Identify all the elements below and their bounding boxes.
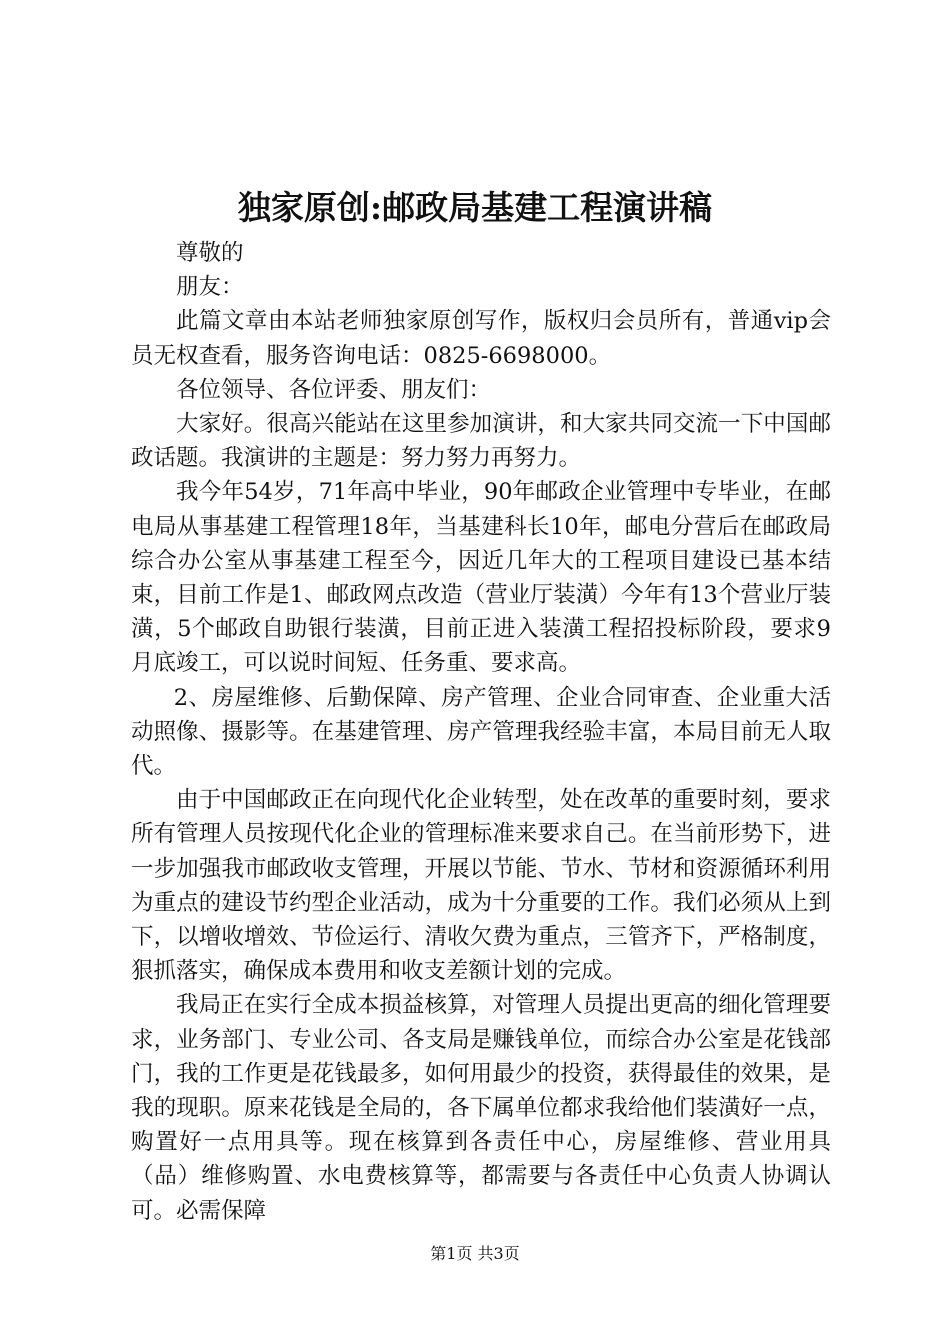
salutation-line-2: 朋友： [176, 274, 244, 301]
reform-paragraph: 由于中国邮政正在向现代化企业转型，处在改革的重要时刻，要求所有管理人员按现代化企业的管理标准来要求自己。在当前形势下，进一步加强我市邮政收支管理，开展以节能、节水、节材和资源循环利用为重点的建设节约型企业活动，成为十分重要的工作。我们必须从上到下，以增收增效、节俭运行、清收欠费为重点，三管齐下，严格制度，狠抓落实，确保成本费用和收支差额计划的完成。 [131, 787, 831, 985]
page-footer: 第1页 共3页 [430, 1244, 520, 1263]
duties-paragraph: 2、房屋维修、后勤保障、房产管理、企业合同审查、企业重大活动照像、摄影等。在基建管理、房产管理我经验丰富，本局目前无人取代。 [131, 684, 831, 780]
copyright-notice: 此篇文章由本站老师独家原创写作，版权归会员所有，普通vip会员无权查看，服务咨询电话：0825-6698000。 [131, 308, 831, 369]
document-body [131, 236, 831, 1228]
document-title: 独家原创:邮政局基建工程演讲稿 [237, 188, 713, 227]
intro-paragraph: 大家好。很高兴能站在这里参加演讲，和大家共同交流一下中国邮政话题。我演讲的主题是：努力努力再努力。 [131, 411, 831, 472]
accounting-paragraph: 我局正在实行全成本损益核算，对管理人员提出更高的细化管理要求，业务部门、专业公司、各支局是赚钱单位，而综合办公室是花钱部门，我的工作更是花钱最多，如何用最少的投资，获得最佳的效果，是我的现职。原来花钱是全局的，各下属单位都求我给他们装潢好一点，购置好一点用具等。现在核算到各责任中心，房屋维修、营业用具（品）维修购置、水电费核算等，都需要与各责任中心负责人协调认可。必需保障 [131, 992, 831, 1224]
greeting-paragraph: 各位领导、各位评委、朋友们： [176, 376, 492, 403]
self-introduction-paragraph: 我今年54岁，71年高中毕业，90年邮政企业管理中专毕业，在邮电局从事基建工程管理18年，当基建科长10年，邮电分营后在邮政局综合办公室从事基建工程至今，因近几年大的工程项目建设已基本结束，目前工作是1、邮政网点改造（营业厅装潢）今年有13个营业厅装潢，5个邮政自助银行装潢，目前正进入装潢工程招投标阶段，要求9月底竣工，可以说时间短、任务重、要求高。 [131, 479, 831, 677]
salutation-line-1: 尊敬的 [176, 240, 244, 266]
